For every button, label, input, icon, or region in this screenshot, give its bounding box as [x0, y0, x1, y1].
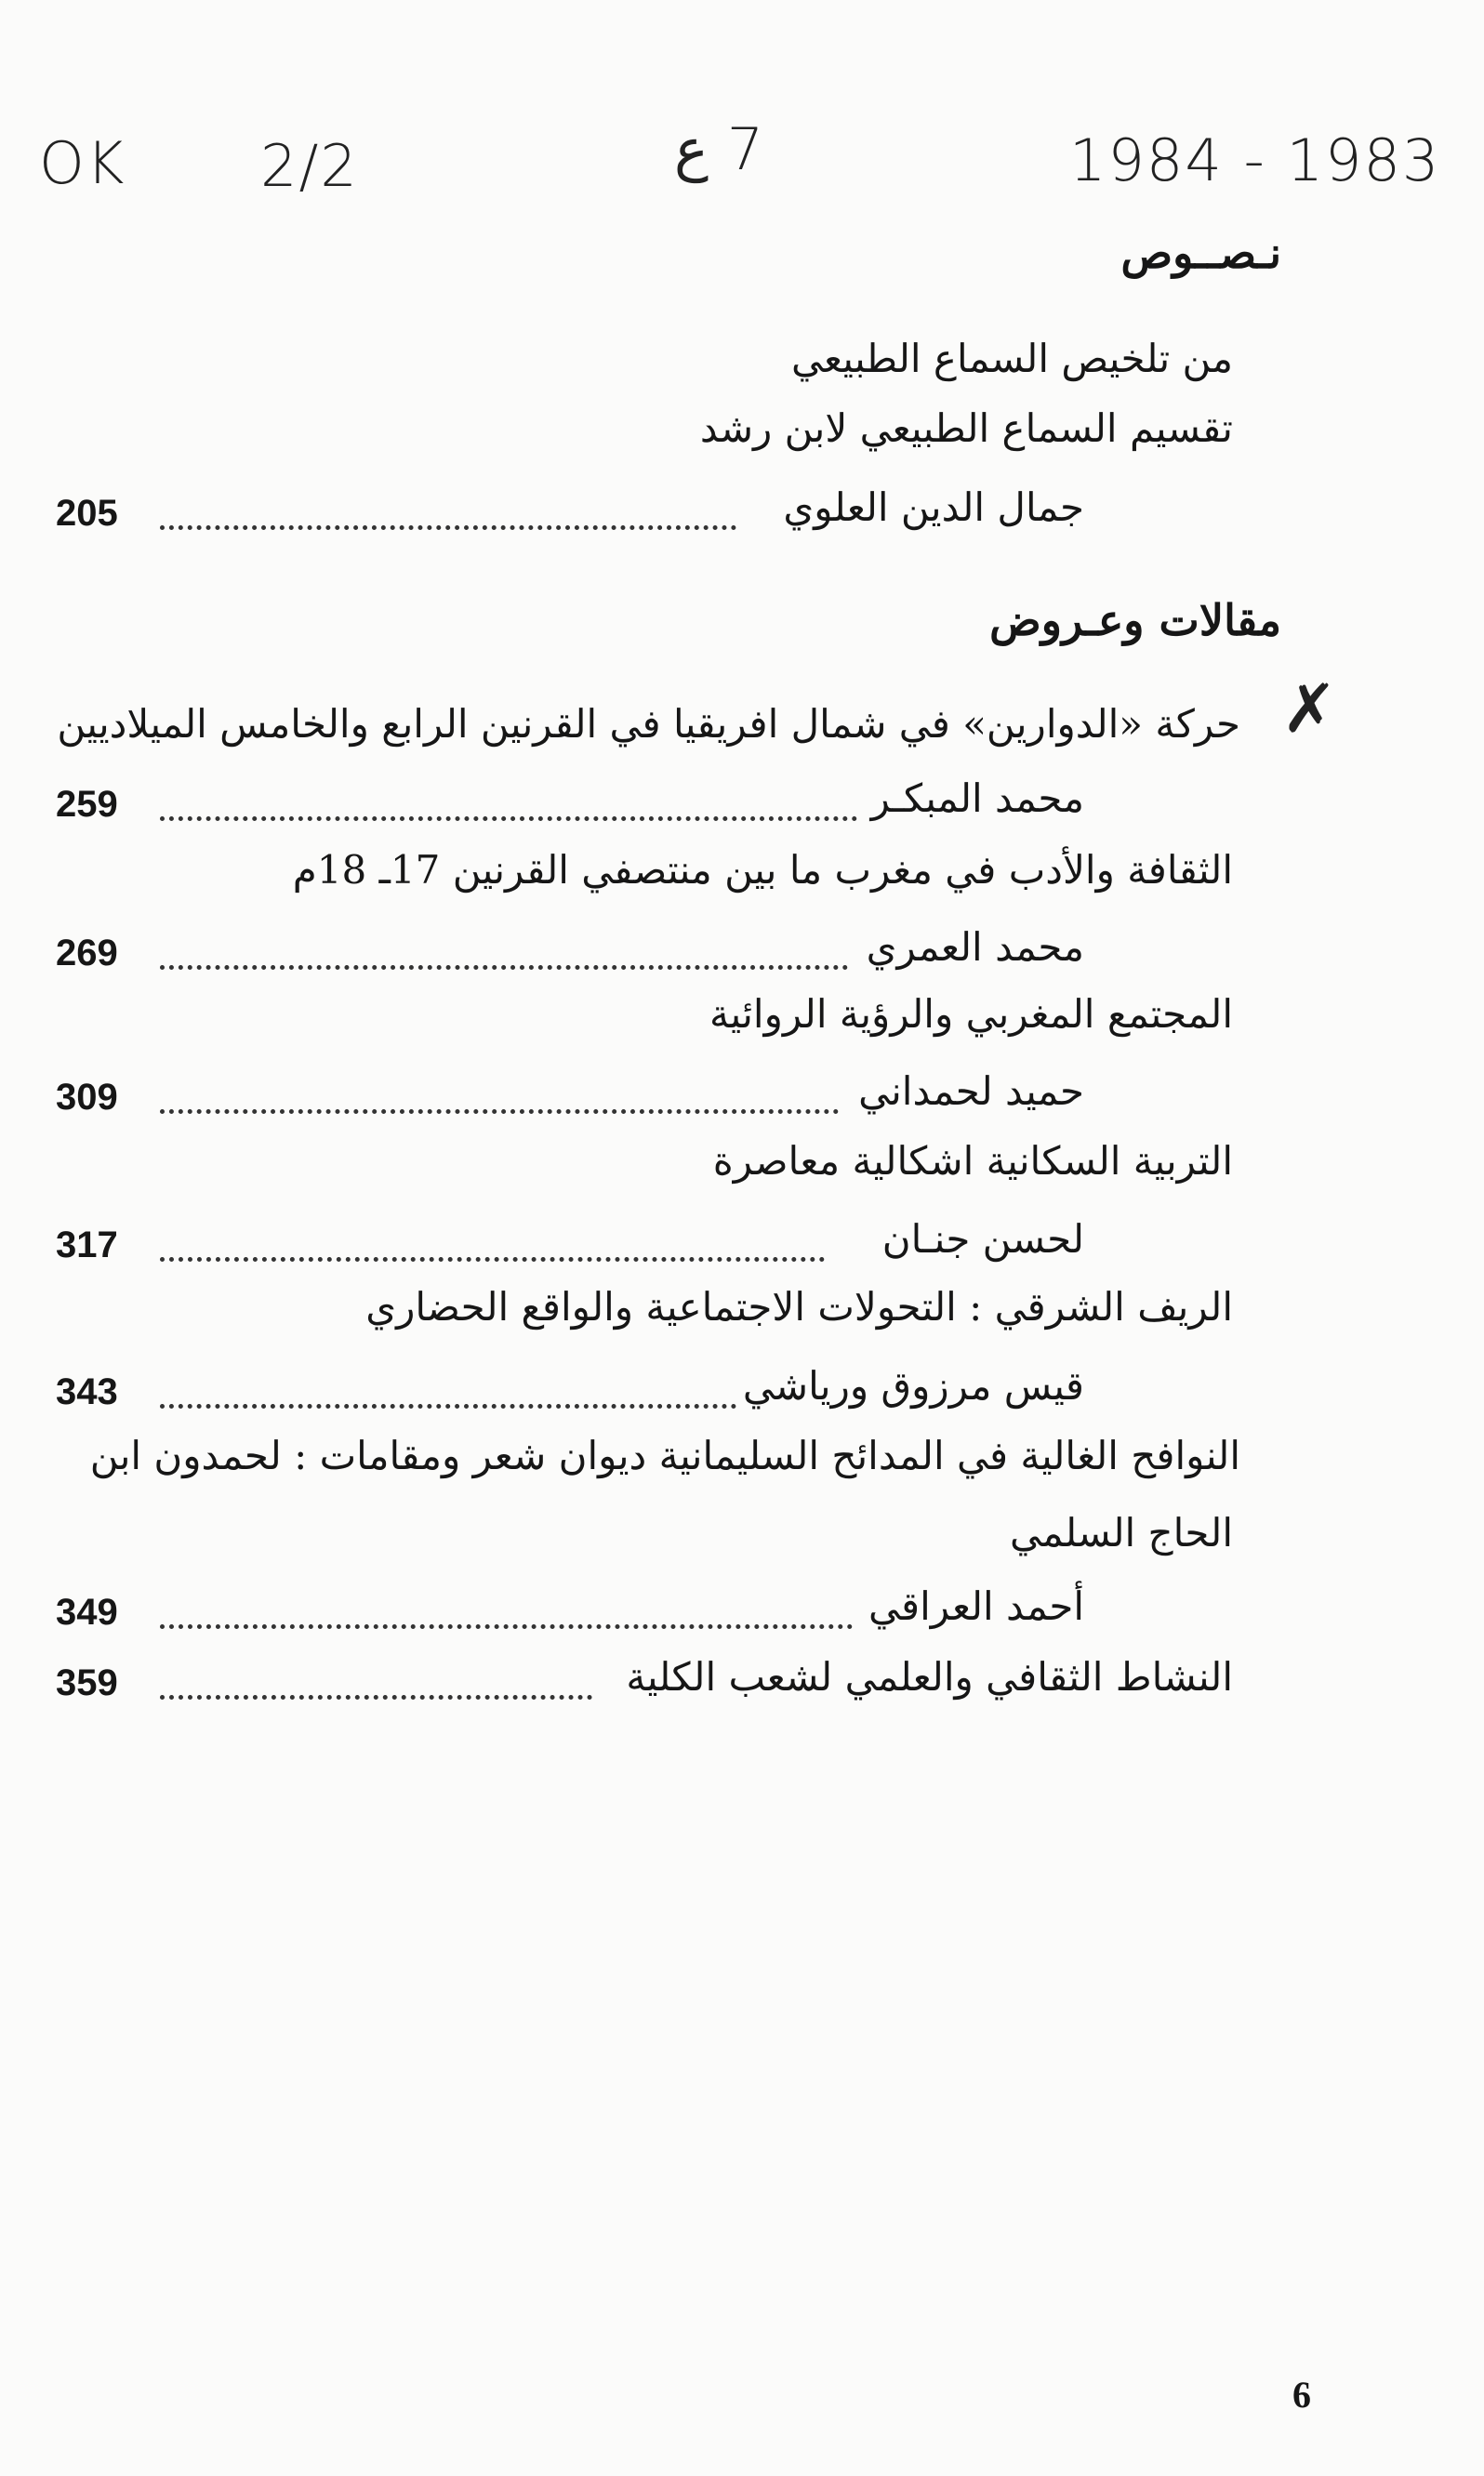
entry-title-line: المجتمع المغربي والرؤية الروائية — [709, 991, 1233, 1037]
entry-author: لحسن جنـان — [881, 1216, 1084, 1262]
entry-title-line: من تلخيص السماع الطبيعي — [791, 336, 1233, 381]
entry-author: حميد لحمداني — [858, 1068, 1084, 1114]
entry-page-number: 269 — [56, 933, 118, 973]
leader-dots — [160, 816, 857, 821]
leader-dots — [160, 1404, 736, 1409]
leader-dots — [160, 525, 736, 530]
entry-title-line: الريف الشرقي : التحولات الاجتماعية والواقع الحضاري — [365, 1284, 1233, 1330]
entry-title-line: الحاج السلمي — [1010, 1510, 1233, 1556]
leader-dots — [160, 1624, 853, 1629]
handwritten-years: 1984 - 1983 — [1069, 126, 1441, 194]
entry-page-number: 317 — [56, 1225, 118, 1265]
handwritten-fraction: 2/2 — [260, 132, 359, 200]
section-heading-articles: مقالات وعـروض — [989, 595, 1281, 645]
handwritten-issue-mark: 7 ع — [674, 115, 764, 183]
entry-title-line: النوافح الغالية في المدائح السليمانية ديوان شعر ومقامات : لحمدون ابن — [89, 1433, 1240, 1478]
entry-title-line: التربية السكانية اشكالية معاصرة — [712, 1138, 1233, 1184]
entry-author: محمد العمري — [866, 924, 1084, 970]
page-number: 6 — [1292, 2374, 1311, 2416]
leader-dots — [160, 965, 848, 970]
entry-author: محمد المبكـر — [870, 775, 1084, 821]
entry-page-number: 349 — [56, 1592, 118, 1633]
leader-dots — [160, 1257, 825, 1262]
entry-author: قيس مرزوق ورياشي — [742, 1363, 1084, 1409]
section-heading-texts: نـصــوص — [1120, 228, 1281, 278]
entry-title-line: حركة «الدوارين» في شمال افريقيا في القرنين الرابع والخامس الميلاديين — [57, 701, 1240, 747]
leader-dots — [160, 1695, 592, 1700]
entry-page-number: 309 — [56, 1077, 118, 1118]
entry-page-number: 259 — [56, 784, 118, 825]
entry-title-line: الثقافة والأدب في مغرب ما بين منتصفي القرنين 17ـ 18م — [292, 847, 1233, 893]
entry-author: جمال الدين العلوي — [783, 484, 1084, 530]
entry-title-line: النشاط الثقافي والعلمي لشعب الكلية — [626, 1654, 1233, 1700]
leader-dots — [160, 1109, 839, 1114]
margin-cross-mark: ✗ — [1281, 669, 1338, 748]
handwritten-ok-mark: OK — [39, 129, 126, 197]
entry-title-line: تقسيم السماع الطبيعي لابن رشد — [699, 405, 1233, 451]
entry-page-number: 205 — [56, 493, 118, 534]
entry-page-number: 359 — [56, 1662, 118, 1703]
entry-author: أحمد العراقي — [868, 1583, 1084, 1629]
entry-page-number: 343 — [56, 1371, 118, 1412]
